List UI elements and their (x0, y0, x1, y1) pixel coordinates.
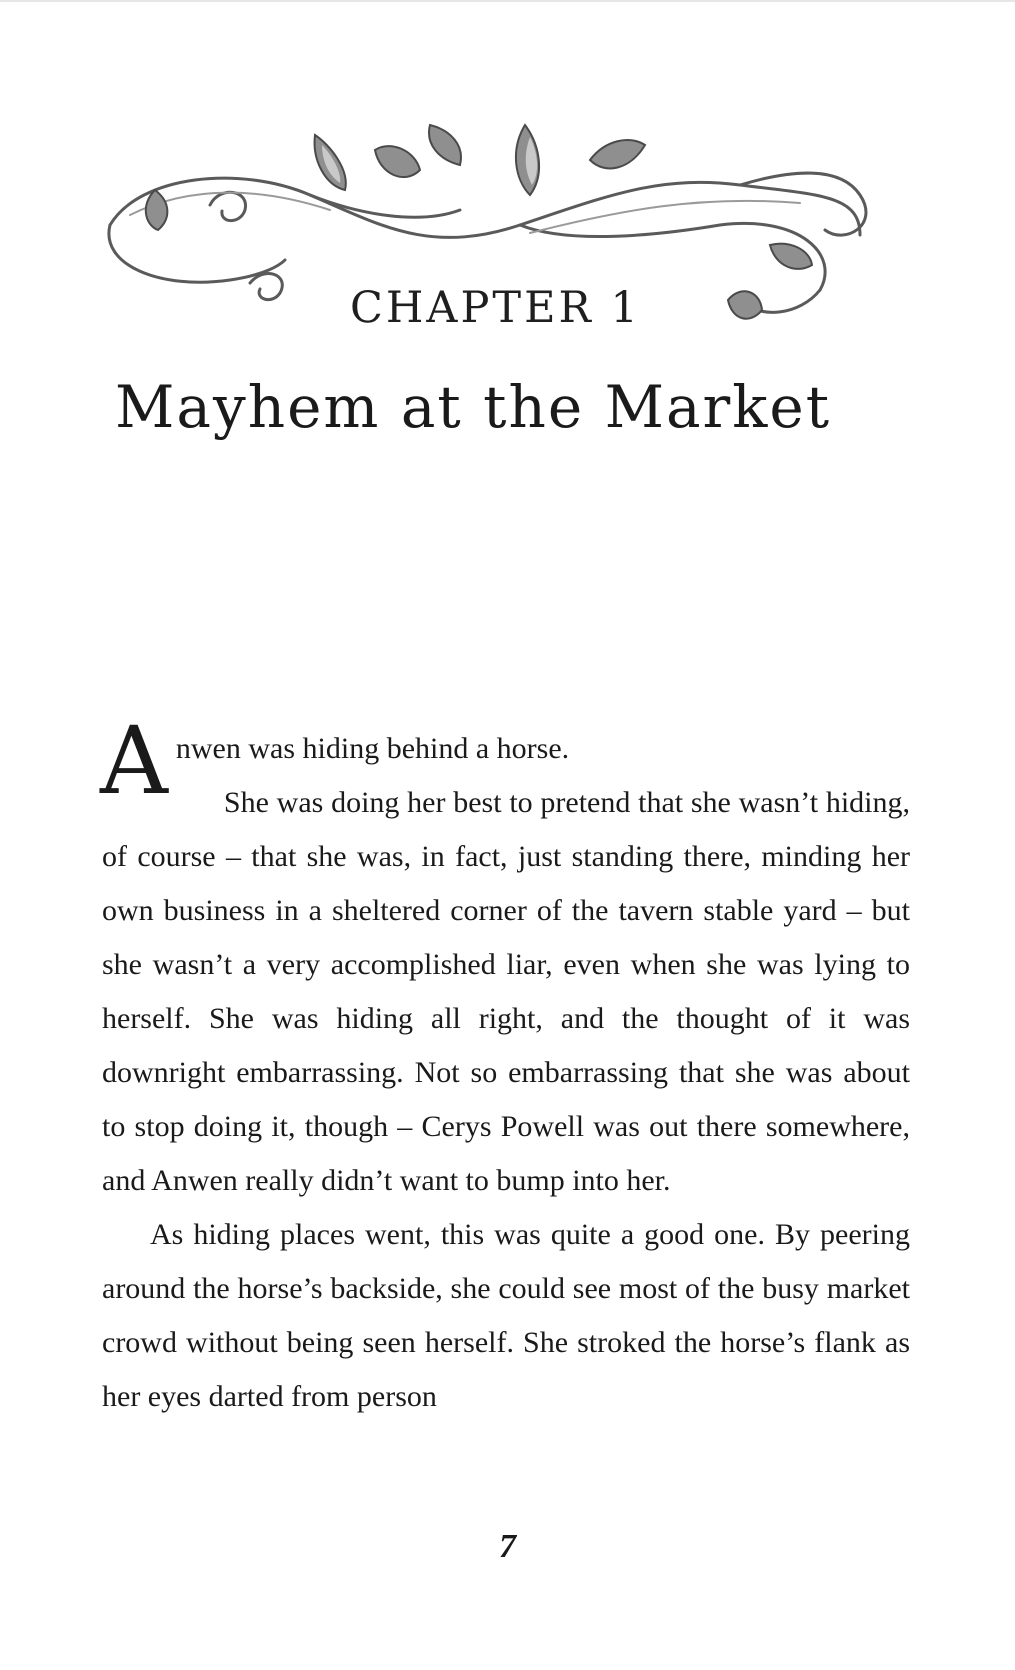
paragraph: She was doing her best to pretend that she wasn’t hiding, of course – that she was, in fact, just standing there, minding her own business in a sheltered corner of the tavern stable yard – but she wasn’t a very accomplished liar, even when she was lying to herself. She was hiding all right, and the thought of it was downright embarrassing. Not so embarrassing that she was about to stop doing it, though – Cerys Powell was out there somewhere, and Anwen really didn’t want to bump into her. (102, 786, 910, 1197)
scan-edge (0, 0, 1015, 2)
paragraph-text: nwen was hiding behind a horse. (175, 732, 570, 765)
paragraph: As hiding places went, this was quite a good one. By peering around the horse’s backside, she could see most of the busy market crowd without being seen herself. She stroked the horse’s flank as her eyes darted from person (102, 1218, 910, 1413)
chapter-body (100, 707, 910, 1424)
chapter-number: CHAPTER 1 (350, 283, 641, 333)
vine-ornament (100, 115, 920, 375)
drop-cap: A (100, 707, 168, 816)
page-number: 7 (499, 1528, 516, 1565)
paragraph (100, 707, 910, 816)
chapter-title: Mayhem at the Market (115, 373, 832, 441)
